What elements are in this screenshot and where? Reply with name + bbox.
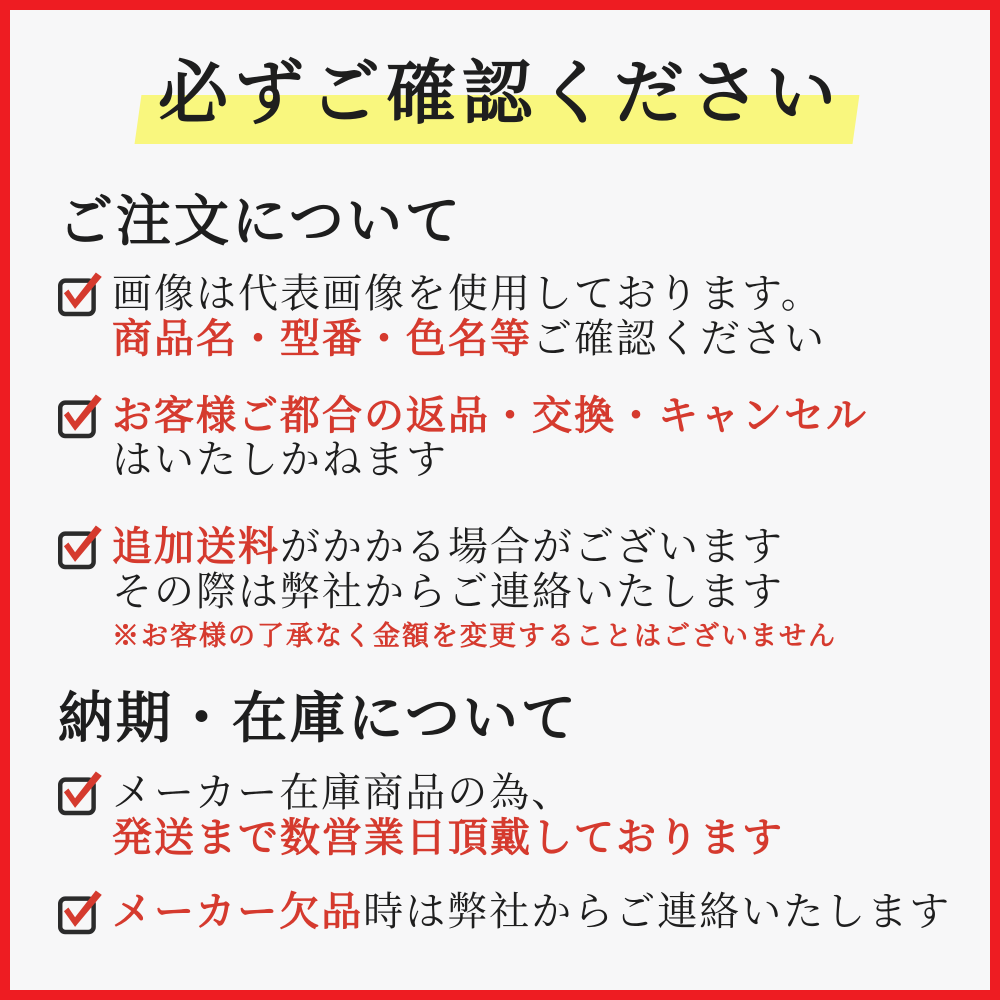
notice-item-maker-stock (58, 771, 950, 861)
checked-checkbox-icon (58, 888, 104, 936)
notice-text-emphasis: 発送まで数営業日頂戴しております (112, 813, 784, 861)
notice-text-emphasis: 追加送料 (112, 523, 280, 571)
notice-item-returns (58, 391, 950, 484)
notice-text: その際は弊社からご連絡いたします (112, 568, 784, 615)
notice-text: 時は弊社からご連絡いたします (363, 889, 952, 936)
notice-footnote: ※お客様の了承なく金額を変更することはございません (112, 620, 837, 652)
notice-text-emphasis: 商品名・型番・色名等 (112, 314, 532, 362)
notice-text: ご確認ください (532, 315, 826, 362)
page-title: 必ずご確認ください (158, 51, 842, 134)
notice-item-maker-shortage (58, 890, 950, 936)
checked-checkbox-icon (58, 392, 104, 440)
notice-text-emphasis: メーカー欠品 (112, 888, 364, 936)
checked-checkbox-icon (58, 270, 104, 318)
section-heading-order: ご注文について (58, 188, 463, 254)
notice-text: メーカー在庫商品の為、 (112, 769, 574, 816)
notice-text: 画像は代表画像を使用しております。 (112, 270, 823, 317)
checked-checkbox-icon (58, 523, 104, 571)
title-wrap (158, 51, 842, 134)
notice-text-emphasis: お客様ご都合の返品・交換・キャンセル (112, 391, 868, 439)
notice-item-extra-shipping (58, 525, 950, 653)
notice-text: はいたしかねます (112, 437, 448, 484)
checked-checkbox-icon (58, 769, 104, 817)
notice-item-product-image (58, 272, 950, 362)
title-row (50, 51, 950, 134)
section-heading-stock: 納期・在庫について (58, 685, 579, 751)
notice-text: がかかる場合がございます (280, 524, 784, 571)
